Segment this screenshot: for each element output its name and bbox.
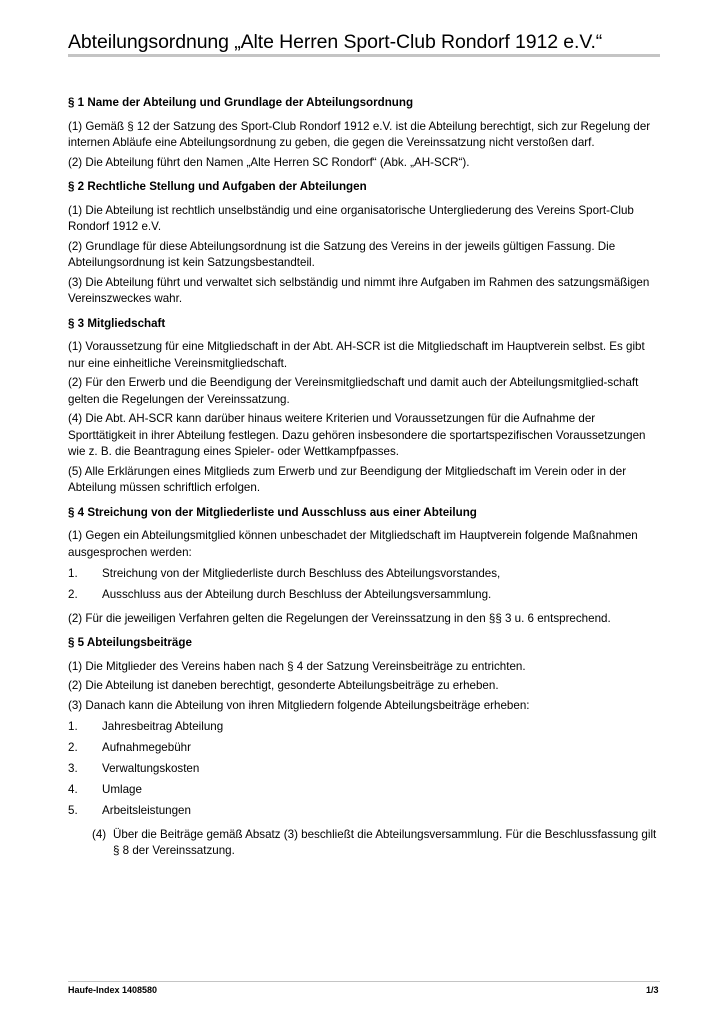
paragraph: (4) Die Abt. AH-SCR kann darüber hinaus weitere Kriterien und Voraussetzungen für die Aufnahme der Sporttätigkeit in ihrer Abteilung festlegen. Dazu gehören insbesondere die sportartspezifischen Voraussetzungen wie z. B. die Beantragung eines Spieler- oder Wettkampfpasses. bbox=[68, 412, 646, 458]
list-item bbox=[68, 587, 660, 604]
paragraph: (1) Voraussetzung für eine Mitgliedschaft in der Abt. AH-SCR ist die Mitgliedschaft im Hauptverein selbst. Es gibt nur eine einheitliche Vereinsmitgliedschaft. bbox=[68, 340, 645, 370]
document-body bbox=[68, 95, 660, 860]
list-number: 1. bbox=[68, 720, 78, 733]
paragraph: (2) Die Abteilung ist daneben berechtigt, gesonderte Abteilungsbeiträge zu erheben. bbox=[68, 679, 499, 692]
list-number: 5. bbox=[68, 804, 78, 817]
list-text: Jahresbeitrag Abteilung bbox=[102, 720, 224, 733]
paragraph: (2) Für den Erwerb und die Beendigung der Vereinsmitgliedschaft und damit auch der Abteilungsmitglied-schaft gelten die Regelungen der Vereinssatzung. bbox=[68, 376, 639, 406]
list-item bbox=[68, 782, 660, 799]
section-heading: § 3 Mitgliedschaft bbox=[68, 316, 166, 330]
list-number: 3. bbox=[68, 762, 78, 775]
page-number: 1/3 bbox=[646, 985, 659, 995]
paragraph: (3) Danach kann die Abteilung von ihren Mitgliedern folgende Abteilungsbeiträge erheben: bbox=[68, 698, 530, 712]
paragraph: (3) Die Abteilung führt und verwaltet sich selbständig und nimmt ihre Aufgaben im Rahmen des satzungsmäßigen Vereinszweckes wahr. bbox=[68, 275, 650, 305]
list-item bbox=[68, 803, 660, 820]
list-text: Arbeitsleistungen bbox=[102, 804, 191, 817]
list-text: Ausschluss aus der Abteilung durch Beschluss der Abteilungsversammlung. bbox=[102, 588, 492, 601]
list-item bbox=[68, 740, 660, 757]
list-number: 1. bbox=[68, 567, 78, 580]
list-text: Aufnahmegebühr bbox=[102, 741, 191, 754]
list-number: 2. bbox=[68, 588, 78, 601]
paragraph-text: Über die Beiträge gemäß Absatz (3) beschließt die Abteilungsversammlung. Für die Beschlussfassung gilt § 8 der Vereinssatzung. bbox=[113, 827, 657, 857]
list-number: 4. bbox=[68, 783, 78, 796]
list-item bbox=[68, 566, 660, 583]
footer-index: Haufe-Index 1408580 bbox=[68, 985, 158, 995]
list-item bbox=[68, 719, 660, 736]
list-text: Streichung von der Mitgliederliste durch Beschluss des Abteilungsvorstandes, bbox=[102, 567, 501, 580]
paragraph: (2) Grundlage für diese Abteilungsordnung ist die Satzung des Vereins in der jeweils gültigen Fassung. Die Abteilungsordnung ist kein Satzungsbestandteil. bbox=[68, 239, 616, 269]
paragraph: (5) Alle Erklärungen eines Mitglieds zum Erwerb und zur Beendigung der Mitgliedschaft im Verein oder in der Abteilung müssen schriftlich erfolgen. bbox=[68, 464, 627, 494]
paragraph-number: (4) bbox=[92, 827, 107, 841]
indented-paragraph bbox=[92, 827, 660, 860]
paragraph: (1) Gemäß § 12 der Satzung des Sport-Club Rondorf 1912 e.V. ist die Abteilung berechtigt, sich zur Regelung der internen Abläufe eine Abteilungsordnung zu geben, die gegen die Vereinssatzung nicht verstoßen darf. bbox=[68, 119, 651, 149]
paragraph: (1) Gegen ein Abteilungsmitglied können unbeschadet der Mitgliedschaft im Hauptverein folgende Maßnahmen ausgesprochen werden: bbox=[68, 529, 638, 559]
paragraph: (2) Die Abteilung führt den Namen „Alte Herren SC Rondorf“ (Abk. „AH-SCR“). bbox=[68, 155, 470, 169]
paragraph: (1) Die Mitglieder des Vereins haben nach § 4 der Satzung Vereinsbeiträge zu entrichten. bbox=[68, 659, 526, 673]
document-title: Abteilungsordnung „Alte Herren Sport-Club Rondorf 1912 e.V.“ bbox=[68, 31, 603, 53]
numbered-list bbox=[68, 566, 660, 604]
paragraph: (1) Die Abteilung ist rechtlich unselbständig und eine organisatorische Untergliederung des Vereins Sport-Club Rondorf 1912 e.V. bbox=[68, 203, 634, 233]
paragraph: (2) Für die jeweiligen Verfahren gelten die Regelungen der Vereinssatzung in den §§ 3 u. 6 entsprechend. bbox=[68, 611, 611, 625]
list-text: Umlage bbox=[102, 783, 142, 796]
title-underline bbox=[68, 54, 660, 57]
list-number: 2. bbox=[68, 741, 78, 754]
list-item bbox=[68, 761, 660, 778]
section-heading: § 2 Rechtliche Stellung und Aufgaben der Abteilungen bbox=[68, 180, 367, 193]
section-heading: § 1 Name der Abteilung und Grundlage der Abteilungsordnung bbox=[68, 96, 414, 109]
section-heading: § 4 Streichung von der Mitgliederliste und Ausschluss aus einer Abteilung bbox=[68, 505, 477, 519]
section-heading: § 5 Abteilungsbeiträge bbox=[68, 636, 192, 649]
numbered-list bbox=[68, 719, 660, 820]
footer-divider bbox=[68, 981, 660, 982]
list-text: Verwaltungskosten bbox=[102, 762, 200, 775]
